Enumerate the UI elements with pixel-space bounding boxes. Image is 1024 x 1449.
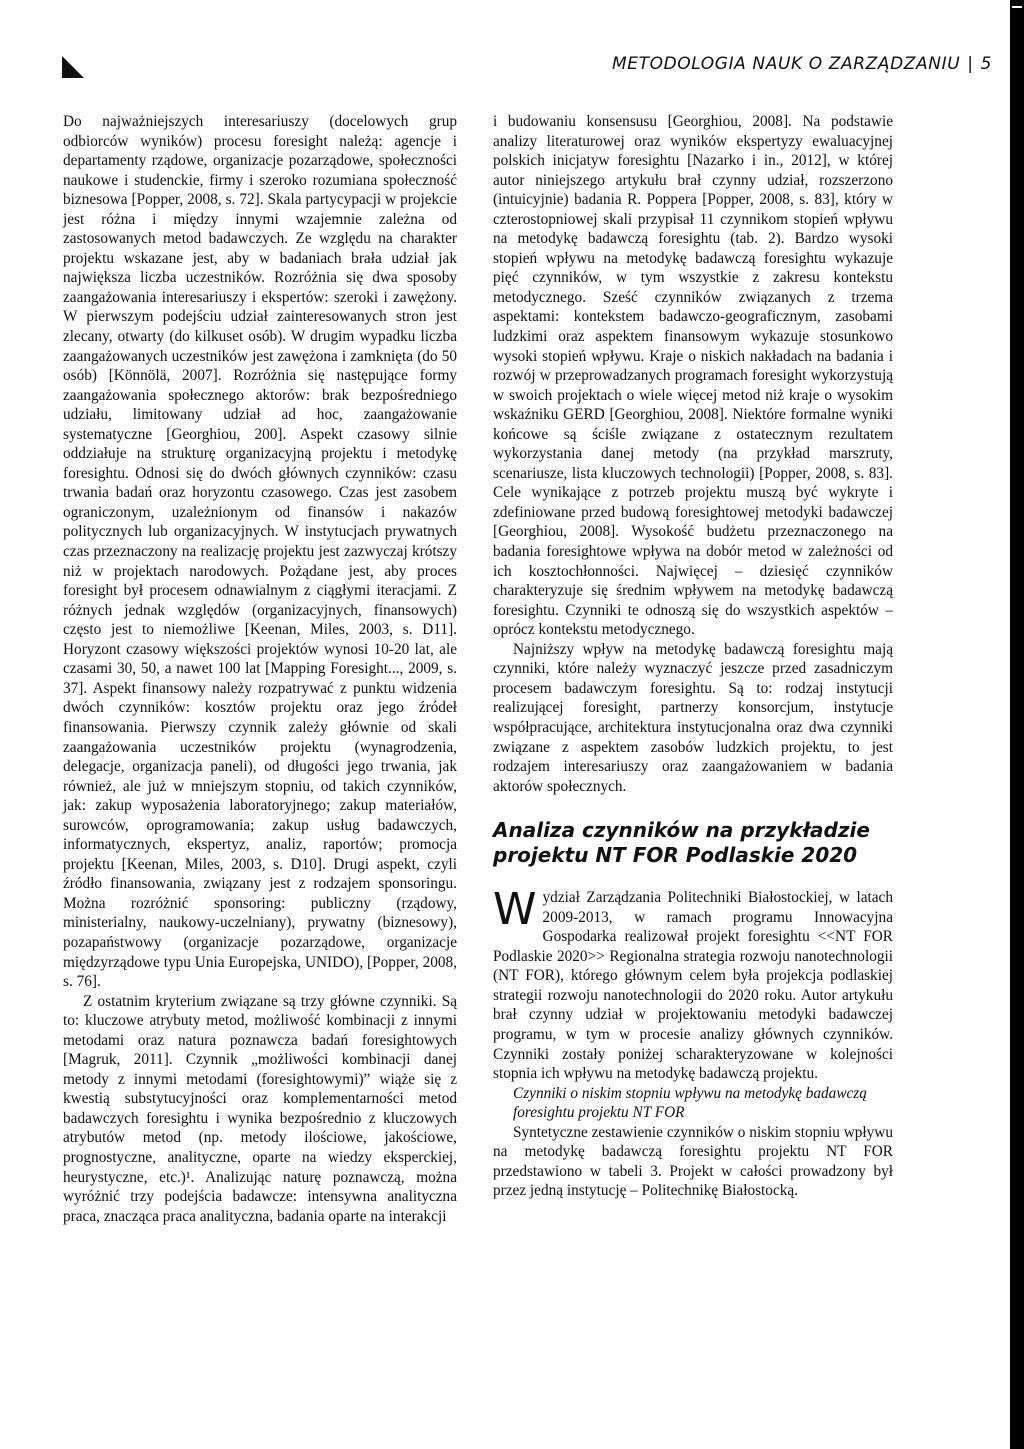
running-header — [612, 54, 992, 74]
body-paragraph: Syntetyczne zestawienie czynników o niskim stopniu wpływu na metodykę badawczą foresightu projektu NT FOR przedstawiono w tabeli 3. Projekt w całości prowadzony był przez jedną instytucję – Politechnikę Białostocką. — [493, 1123, 893, 1200]
scan-edge — [1010, 0, 1024, 1449]
publisher-logo-icon — [62, 56, 84, 78]
right-column — [493, 112, 893, 1201]
page-number: 5 — [980, 54, 992, 74]
journal-title: METODOLOGIA NAUK O ZARZĄDZANIU — [612, 54, 961, 74]
body-paragraph: i budowaniu konsensusu [Georghiou, 2008]. Na podstawie analizy literaturowej oraz wyników ekspertyzy ewaluacyjnej polskich inicjatyw foresightu [Nazarko i in., 2012], w której autor niniejszego artykułu brał czynny udział, rozszerzono (intuicyjnie) badania R. Poppera [Popper, 2008, s. 83], który w czterostopniowej skali przypisał 11 czynnikom stopień wpływu na metodykę badawczą foresightu (tab. 2). Bardzo wysoki stopień wpływu na metodykę badawczą foresightu wykazuje pięć czynników, w tym wszystkie z zakresu kontekstu metodycznego. Sześć czynników związanych z trzema aspektami: kontekstem badawczo-geograficznym, zasobami ludzkimi oraz aspektem finansowym wykazuje stosunkowo wysoki stopień wpływu. Kraje o niskich nakładach na badania i rozwój w przeprowadzanych programach foresight wykorzystują w swoich projektach o wiele więcej metod niż kraje o wysokim wskaźniku GERD [Georghiou, 2008]. Niektóre formalne wyniki końcowe są ściśle związane z ostatecznym rezultatem wykorzystania danej metody (na przykład marszruty, scenariusze, lista kluczowych technologii) [Popper, 2008, s. 83]. Cele wynikające z potrzeb projektu muszą być wykryte i zdefiniowane przed budową foresightowej metodyki badawczej [Georghiou, 2008]. Wysokość budżetu przeznaczonego na badania foresightowe wpływa na dobór metod w zależności od ich kosztochłonności. Najwięcej – dziesięć czynników charakteryzuje się średnim wpływem na metodykę badawczą foresightu. Czynniki te odnoszą się do wszystkich aspektów – oprócz kontekstu metodycznego. — [493, 113, 893, 639]
subsection-heading: Czynniki o niskim stopniu wpływu na metodykę badawczą foresightu projektu NT FOR — [513, 1084, 867, 1122]
header-separator: | — [967, 54, 974, 74]
body-paragraph: Z ostatnim kryterium związane są trzy główne czynniki. Są to: kluczowe atrybuty metod, możliwość kombinacji z innymi metodami oraz natura poznawcza badań foresightowych [Magruk, 2011]. Czynnik „możliwości kombinacji danej metody z innymi metodami (foresightowymi)” wiąże się z kwestią substytucyjności oraz komplementarności metod badawczych foresightu i wynika bezpośrednio z kluczowych atrybutów metod (np. metody ilościowe, jakościowe, prognostyczne, analityczne, oparte na wiedzy eksperckiej, heurystyczne, etc.)¹. Analizując naturę poznawczą, można wyróżnić trzy podejścia badawcze: intensywna analityczna praca, znacząca praca analityczna, badania oparte na interakcji — [63, 992, 457, 1225]
dropcap-paragraph-text: ydział Zarządzania Politechniki Białostockiej, w latach 2009-2013, w ramach programu Innowacyjna Gospodarka realizował projekt foresightu <<NT FOR Podlaskie 2020>> Regionalna strategia rozwoju nanotechnologii (NT FOR), którego głównym celem była projekcja podlaskiej strategii rozwoju nanotechnologii do 2020 roku. Autor artykułu brał czynny udział w projektowaniu metodyki badawczej programu, w tym w procesie analizy głównych czynników. Czynniki zostały poniżej scharakteryzowane w kolejności stopnia ich wpływu na metodykę badawczą projektu. — [493, 889, 893, 1083]
drop-cap: W — [493, 884, 537, 936]
body-paragraph-with-dropcap — [493, 884, 893, 1083]
body-paragraph: Najniższy wpływ na metodykę badawczą foresightu mają czynniki, które należy wyznaczyć jeszcze przed zasadniczym procesem badawczym foresightu. Są to: rodzaj instytucji realizującej foresight, partnerzy konsorcjum, instytucje współpracujące, architektura instytucjonalna oraz dwa czynniki związane z aspektem zasobów ludzkich projektu, to jest rodzajem interesariuszy oraz zaangażowaniem w badania aktorów społecznych. — [493, 640, 893, 795]
body-paragraph: Do najważniejszych interesariuszy (docelowych grup odbiorców wyników) procesu foresight należą: agencje i departamenty rządowe, organizacje pozarządowe, społeczności naukowe i studenckie, firmy i szeroko rozumiana społeczność biznesowa [Popper, 2008, s. 72]. Skala partycypacji w projekcie jest różna i między innymi wzajemnie zależna od zastosowanych metod badawczych. Ze względu na charakter projektu wskazane jest, aby w badaniach brała udział jak największa liczba uczestników. Rozróżnia się dwa sposoby zaangażowania interesariuszy i ekspertów: szeroki i zawężony. W pierwszym podejściu udział zainteresowanych stron jest zlecany, otwarty (do kilkuset osób). W drugim wypadku liczba zaangażowanych uczestników jest zawężona i zamknięta (do 50 osób) [Könnölä, 2007]. Rozróżnia się następujące formy zaangażowania społecznego aktorów: brak bezpośredniego udziału, limitowany udział ad hoc, zaangażowanie systematyczne [Georghiou, 200]. Aspekt czasowy silnie oddziałuje na strukturę organizacyjną projektu i metodykę foresightu. Odnosi się do dwóch głównych czynników: czasu trwania badań oraz horyzontu czasowego. Czas jest zasobem ograniczonym, uzależnionym od finansów i nakazów politycznych lub organizacyjnych. W instytucjach prywatnych czas przeznaczony na realizację projektu jest zazwyczaj krótszy niż w projektach narodowych. Pożądane jest, aby proces foresight był procesem odnawialnym z ciągłymi iteracjami. Z różnych jednak względów (organizacyjnych, finansowych) często jest to niemożliwe [Keenan, Miles, 2003, s. D11]. Horyzont czasowy większości projektów wynosi 10-20 lat, ale czasami 30, 50, a nawet 100 lat [Mapping Foresight..., 2009, s. 37]. Aspekt finansowy należy rozpatrywać z punktu widzenia dwóch czynników: kosztów projektu oraz jego źródeł finansowania. Pierwszy czynnik zależy głównie od skali zaangażowania uczestników projektu (wynagrodzenia, delegacje, organizacja paneli), od długości jego trwania, jak również, ale już w mniejszym stopniu, od takich czynników, jak: zakup wyposażenia laboratoryjnego; zakup materiałów, surowców, oprogramowania; zakup usług badawczych, informatycznych, ekspertyz, analiz, raportów; promocja projektu [Keenan, Miles, 2003, s. D10]. Drugi aspekt, czyli źródło finansowania, związany jest z rodzajem sponsoringu. Można rozróżnić sponsoring: publiczny (rządowy, ministerialny, naukowy-uczelniany), prywatny (biznesowy), pozapaństwowy (organizacje pozarządowe, organizacje międzyrządowe typu Unia Europejska, UNIDO), [Popper, 2008, s. 76]. — [63, 113, 457, 991]
section-heading: Analiza czynników na przykładzie projektu NT FOR Podlaskie 2020 — [493, 818, 870, 868]
left-column — [63, 112, 457, 1226]
